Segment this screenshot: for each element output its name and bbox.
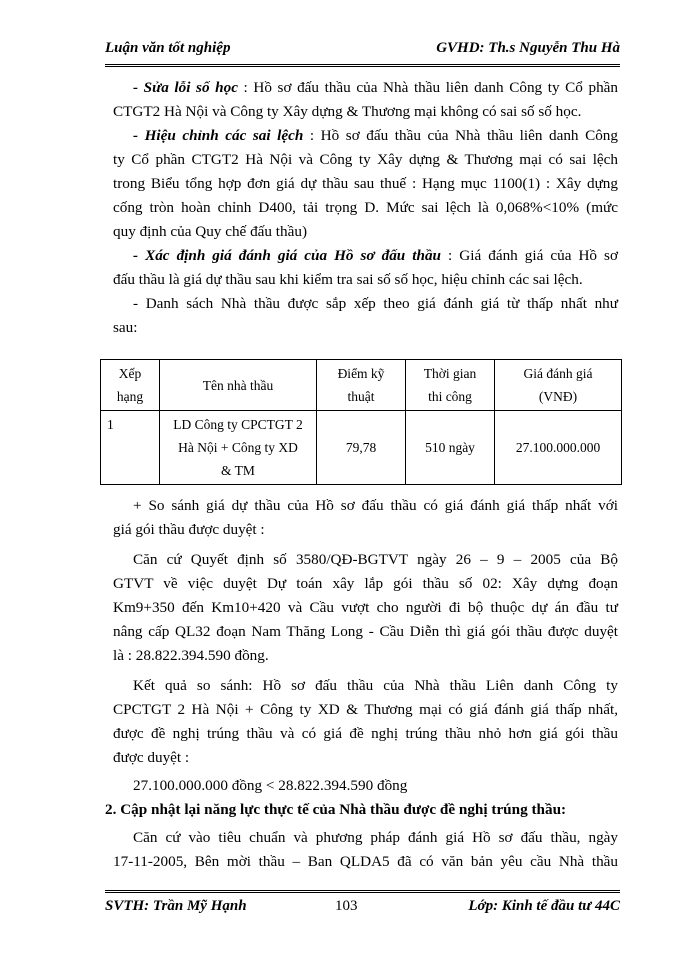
cell-price: 27.100.000.000 bbox=[495, 411, 622, 485]
para-decision-line-4: nâng cấp QL32 đoạn Nam Thăng Long - Cầu Diễn thì giá gói thầu được duyệt bbox=[113, 623, 618, 640]
para-list-line-2: sau: bbox=[113, 319, 138, 336]
footer-student: SVTH: Trần Mỹ Hạnh bbox=[105, 898, 247, 914]
para-result-line-3: được đề nghị trúng thầu và có giá đề nghị trúng thầu nhỏ hơn giá gói thầu bbox=[113, 725, 618, 742]
header-rule bbox=[105, 64, 620, 67]
para-update-line-1: Căn cứ vào tiêu chuẩn và phương pháp đánh giá Hồ sơ đấu thầu, ngày bbox=[133, 829, 618, 846]
cell-score: 79,78 bbox=[317, 411, 406, 485]
para-arithmetic-line-1: - Sửa lỗi số học : Hồ sơ đấu thầu của Nhà thầu liên danh Công ty Cổ phần bbox=[133, 79, 619, 96]
price-comparison: 27.100.000.000 đồng < 28.822.394.590 đồng bbox=[133, 777, 408, 794]
para-update-line-2: 17-11-2005, Bên mời thầu – Ban QLDA5 đã có văn bản yêu cầu Nhà thầu bbox=[113, 853, 618, 870]
para-evaluate-line-2: đấu thầu là giá dự thầu sau khi kiểm tra sai số số học, hiệu chỉnh các sai lệch. bbox=[113, 271, 583, 288]
para-result-line-2: CPCTGT 2 Hà Nội + Công ty XD & Thương mại có giá đánh giá thấp nhất, bbox=[113, 701, 618, 718]
para-result-line-4: được duyệt : bbox=[113, 749, 190, 766]
footer-class: Lớp: Kinh tế đầu tư 44C bbox=[468, 898, 620, 914]
para-arithmetic-title: - Sửa lỗi số học bbox=[133, 79, 238, 96]
th-price: Giá đánh giá (VNĐ) bbox=[495, 360, 622, 411]
para-list-line-1: - Danh sách Nhà thầu được sắp xếp theo giá đánh giá từ thấp nhất như bbox=[133, 295, 618, 312]
th-score: Điểm kỹ thuật bbox=[317, 360, 406, 411]
page-header bbox=[105, 40, 620, 62]
table-row bbox=[101, 411, 622, 485]
para-decision-line-3: Km9+350 đến Km10+420 và Cầu vượt cho người đi bộ thuộc dự án đầu tư bbox=[113, 599, 618, 616]
para-adjust-line-3: trong Biểu tổng hợp đơn giá dự thầu sau thuế : Hạng mục 1100(1) : Xây dựng bbox=[113, 175, 618, 192]
para-compare-line-2: giá gói thầu được duyệt : bbox=[113, 521, 265, 538]
header-thesis-title: Luận văn tốt nghiệp bbox=[105, 40, 231, 56]
th-duration: Thời gian thi công bbox=[406, 360, 495, 411]
para-decision-line-5: là : 28.822.394.590 đồng. bbox=[113, 647, 269, 664]
para-adjust-line-4: cống tròn hoàn chỉnh D400, tải trọng D. Mức sai lệch là 0,068%<10% (mức bbox=[113, 199, 618, 216]
para-evaluate-title: - Xác định giá đánh giá của Hồ sơ đấu thầu bbox=[133, 247, 441, 264]
page-number: 103 bbox=[335, 898, 358, 914]
section-heading-2: 2. Cập nhật lại năng lực thực tế của Nhà thầu được đề nghị trúng thầu: bbox=[105, 801, 567, 818]
cell-duration: 510 ngày bbox=[406, 411, 495, 485]
para-decision-line-1: Căn cứ Quyết định số 3580/QĐ-BGTVT ngày 26 – 9 – 2005 của Bộ bbox=[133, 551, 618, 568]
cell-rank: 1 bbox=[101, 411, 160, 485]
para-adjust-line-2: ty Cổ phần CTGT2 Hà Nội và Công ty Xây dựng & Thương mại có sai lệch bbox=[113, 151, 618, 168]
para-compare-line-1: + So sánh giá dự thầu của Hồ sơ đấu thầu có giá đánh giá thấp nhất với bbox=[133, 497, 618, 514]
para-adjust-title: - Hiệu chỉnh các sai lệch bbox=[133, 127, 304, 144]
para-arithmetic-line-2: CTGT2 Hà Nội và Công ty Xây dựng & Thương mại không có sai số số học. bbox=[113, 103, 582, 120]
body-upper bbox=[113, 76, 618, 340]
para-decision-line-2: GTVT về việc duyệt Dự toán xây lắp gói thầu số 02: Xây dựng đoạn bbox=[113, 575, 618, 592]
body-lower bbox=[105, 494, 618, 874]
header-advisor: GVHD: Th.s Nguyễn Thu Hà bbox=[436, 40, 620, 56]
cell-contractor: LD Công ty CPCTGT 2 Hà Nội + Công ty XD & TM bbox=[160, 411, 317, 485]
para-result-line-1: Kết quả so sánh: Hồ sơ đấu thầu của Nhà thầu Liên danh Công ty bbox=[133, 677, 618, 694]
page-footer bbox=[105, 898, 620, 920]
footer-rule bbox=[105, 890, 620, 893]
para-evaluate-line-1: - Xác định giá đánh giá của Hồ sơ đấu thầu : Giá đánh giá của Hồ sơ bbox=[133, 247, 618, 264]
th-contractor: Tên nhà thầu bbox=[160, 360, 317, 411]
th-rank: Xếp hạng bbox=[101, 360, 160, 411]
para-adjust-line-1: - Hiệu chỉnh các sai lệch : Hồ sơ đấu thầu của Nhà thầu liên danh Công bbox=[133, 127, 618, 144]
table-header-row bbox=[101, 360, 622, 411]
ranking-table bbox=[100, 359, 622, 485]
para-adjust-line-5: quy định của Quy chế đấu thầu) bbox=[113, 223, 308, 240]
